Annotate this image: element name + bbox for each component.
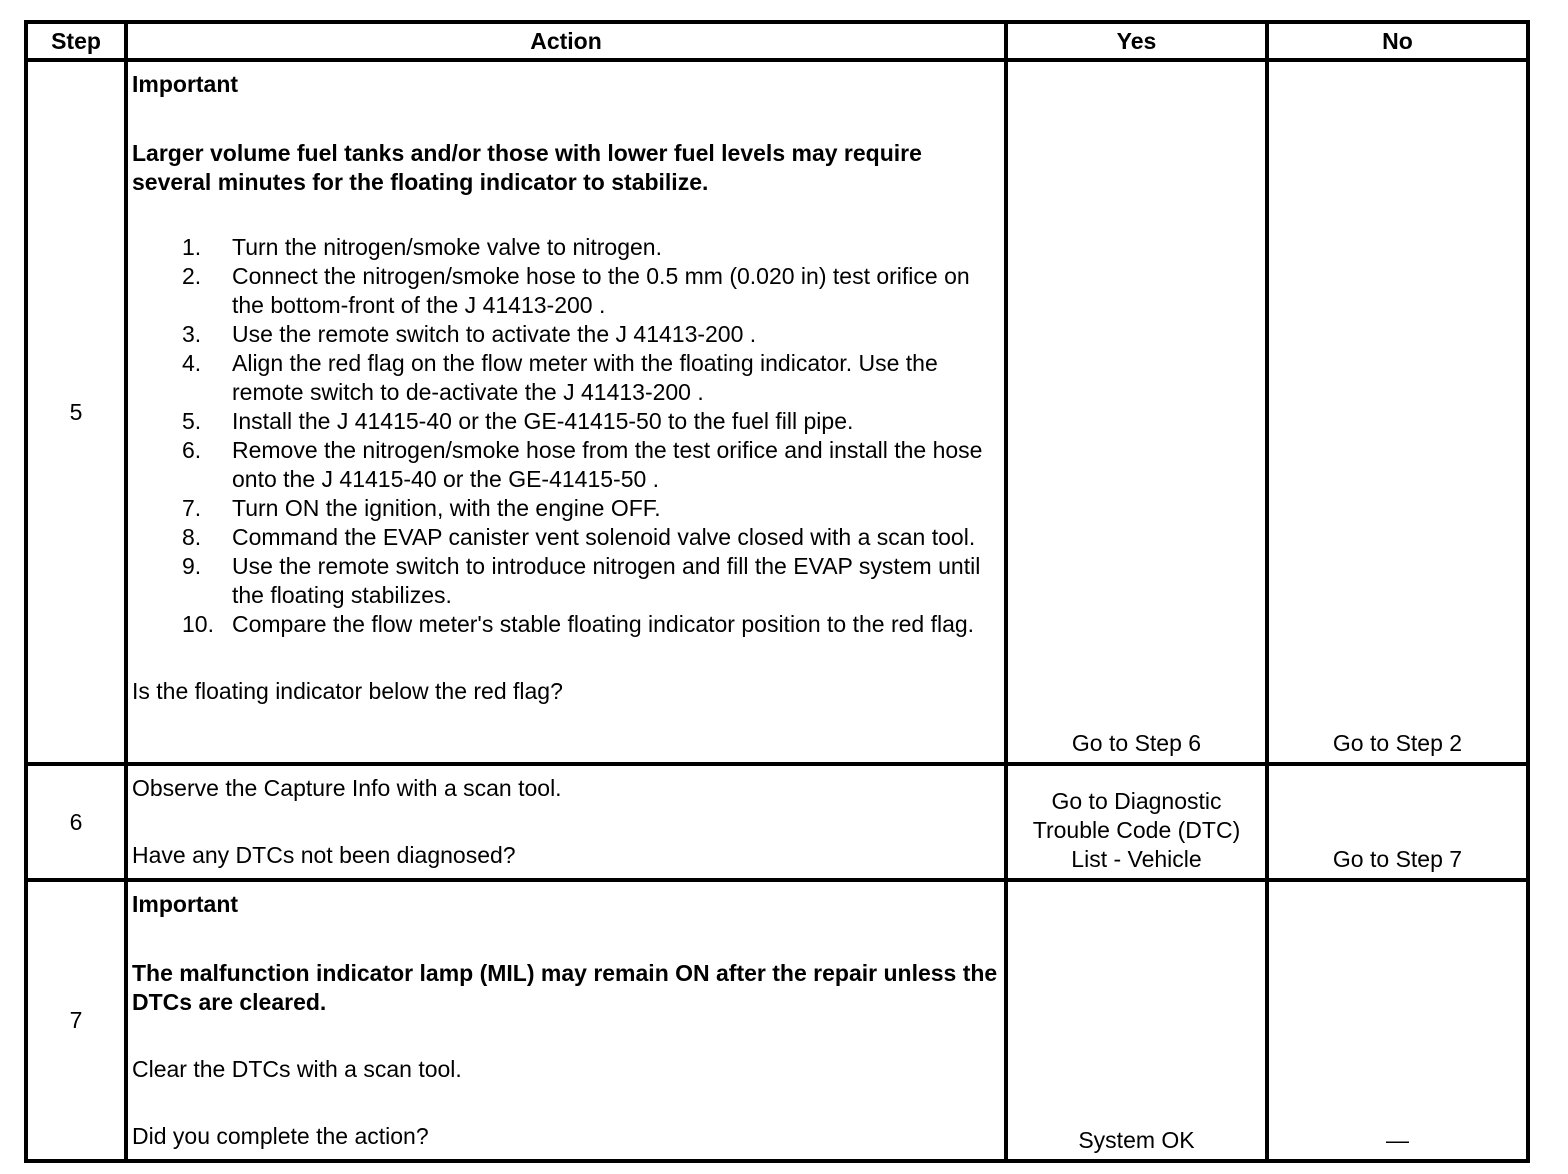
list-item-text: Turn the nitrogen/smoke valve to nitrogen.: [232, 234, 662, 260]
action-cell: [126, 764, 1006, 880]
list-item-number: 6.: [182, 437, 202, 463]
list-item: [132, 407, 1002, 436]
list-item-number: 5.: [182, 408, 202, 434]
list-item-number: 1.: [182, 234, 202, 260]
yes-result: [1006, 764, 1267, 880]
table-row-step-5: [26, 60, 1528, 764]
header-step: Step: [26, 22, 126, 60]
list-item: [132, 349, 1002, 407]
table-row-step-7: [26, 880, 1528, 1161]
list-item: [132, 523, 1002, 552]
no-result: Go to Step 2: [1267, 60, 1528, 764]
list-item: [132, 233, 1002, 262]
list-item-number: 7.: [182, 495, 202, 521]
step-number: 5: [26, 60, 126, 764]
step-number: 7: [26, 880, 126, 1161]
yes-result: Go to Step 6: [1006, 60, 1267, 764]
step-number: 6: [26, 764, 126, 880]
list-item-text: Use the remote switch to activate the J 41413-200 .: [232, 321, 757, 347]
yes-result-line: Trouble Code (DTC): [1032, 817, 1241, 843]
list-item-text: Install the J 41415-40 or the GE-41415-50 to the fuel fill pipe.: [232, 408, 854, 434]
list-item-number: 4.: [182, 350, 202, 376]
yes-result: System OK: [1006, 880, 1267, 1161]
list-item-number: 10.: [182, 611, 214, 637]
list-item-text: Command the EVAP canister vent solenoid valve closed with a scan tool.: [232, 524, 976, 550]
diagnostic-table: [24, 20, 1530, 1163]
list-item: [132, 320, 1002, 349]
action-cell: [126, 880, 1006, 1161]
instruction-text: Clear the DTCs with a scan tool.: [132, 1056, 462, 1082]
important-title: Important: [132, 71, 239, 97]
list-item: [132, 494, 1002, 523]
header-yes: Yes: [1006, 22, 1267, 60]
yes-result-line: List - Vehicle: [1071, 846, 1202, 872]
list-item-number: 3.: [182, 321, 202, 347]
question-text: Is the floating indicator below the red flag?: [132, 678, 563, 704]
list-item: [132, 262, 1002, 320]
important-title: Important: [132, 891, 239, 917]
procedure-list: [132, 233, 1002, 639]
question-text: Did you complete the action?: [132, 1123, 429, 1149]
list-item: [132, 552, 1002, 610]
list-item-text: Compare the flow meter's stable floating indicator position to the red flag.: [232, 611, 975, 637]
list-item: [132, 436, 1002, 494]
list-item-text: Align the red flag on the flow meter with the floating indicator. Use the remote switch to de-activate the J 41413-200 .: [232, 350, 938, 405]
header-action: Action: [126, 22, 1006, 60]
list-item-number: 8.: [182, 524, 202, 550]
no-result: Go to Step 7: [1267, 764, 1528, 880]
important-text: Larger volume fuel tanks and/or those with lower fuel levels may require several minutes for the floating indicator to stabilize.: [132, 140, 922, 195]
list-item-text: Use the remote switch to introduce nitrogen and fill the EVAP system until the floating stabilizes.: [232, 553, 981, 608]
list-item-text: Connect the nitrogen/smoke hose to the 0.5 mm (0.020 in) test orifice on the bottom-front of the J 41413-200 .: [232, 263, 970, 318]
action-cell: [126, 60, 1006, 764]
list-item-text: Remove the nitrogen/smoke hose from the test orifice and install the hose onto the J 41415-40 or the GE-41415-50 .: [232, 437, 983, 492]
question-text: Have any DTCs not been diagnosed?: [132, 842, 516, 868]
header-no: No: [1267, 22, 1528, 60]
yes-result-line: Go to Diagnostic: [1051, 788, 1222, 814]
important-text: The malfunction indicator lamp (MIL) may remain ON after the repair unless the DTCs are cleared.: [132, 960, 998, 1015]
list-item: [132, 610, 1002, 639]
list-item-number: 9.: [182, 553, 202, 579]
instruction-text: Observe the Capture Info with a scan tool.: [132, 775, 562, 801]
list-item-text: Turn ON the ignition, with the engine OFF.: [232, 495, 661, 521]
list-item-number: 2.: [182, 263, 202, 289]
table-row-step-6: [26, 764, 1528, 880]
header-row: [26, 22, 1528, 60]
no-result: —: [1267, 880, 1528, 1161]
